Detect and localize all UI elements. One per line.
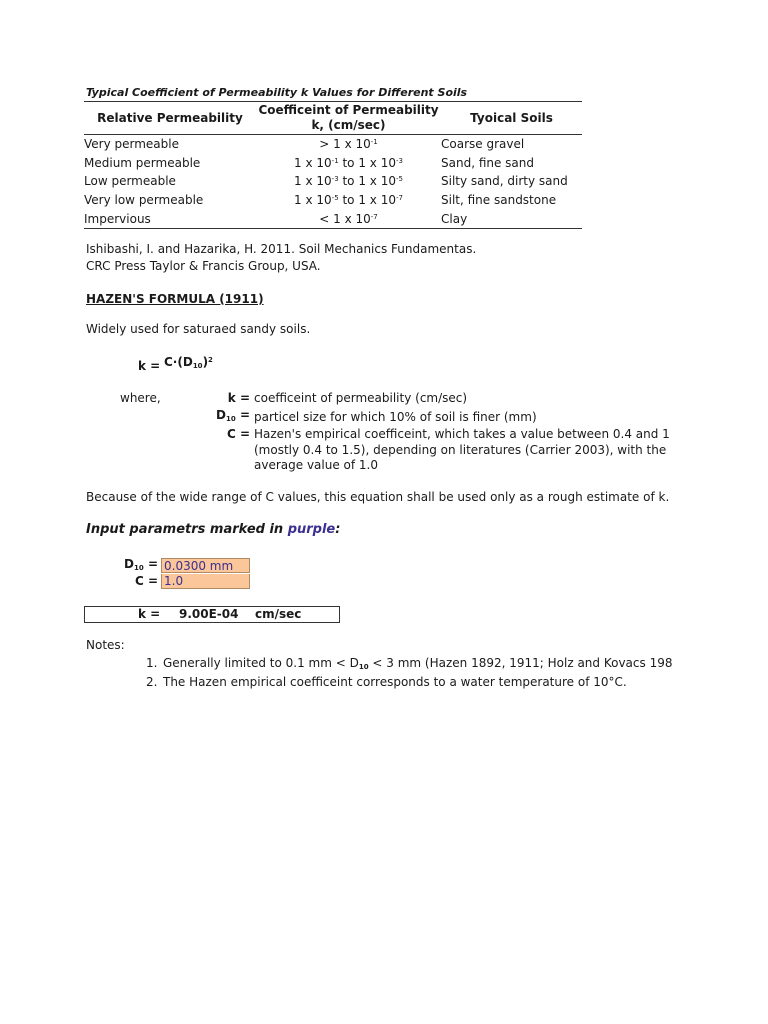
note-2-number: 2. xyxy=(146,675,158,689)
k-exp2: -7 xyxy=(395,194,403,203)
def-d10-sym: D xyxy=(216,408,227,422)
cell-relative-permeability: Medium permeable xyxy=(84,155,201,170)
k-exp: -5 xyxy=(331,194,339,203)
note-1-number: 1. xyxy=(146,656,158,670)
formula-sub: 10 xyxy=(192,362,203,370)
def-c-symbol: C = xyxy=(226,427,250,441)
reference-line-2: CRC Press Taylor & Francis Group, USA. xyxy=(86,259,321,273)
reference-line-1: Ishibashi, I. and Hazarika, H. 2011. Soil Mechanics Fundamentas. xyxy=(86,242,477,256)
def-d10-text: particel size for which 10% of soil is finer (mm) xyxy=(254,410,537,424)
cell-k-range xyxy=(256,191,441,210)
note-2-text: The Hazen empirical coefficeint corresponds to a water temperature of 10°C. xyxy=(163,675,627,689)
cell-typical-soil: Silt, fine sandstone xyxy=(441,193,557,208)
result-k-label: k = xyxy=(138,607,161,621)
input-d10-sym: D xyxy=(124,557,135,571)
k-exp: -1 xyxy=(370,138,378,147)
where-label: where, xyxy=(120,391,161,405)
def-k-symbol: k = xyxy=(227,391,250,405)
c-input[interactable]: 1.0 xyxy=(161,574,250,589)
note-1-text xyxy=(163,656,672,670)
header-typical-soils: Tyoical Soils xyxy=(441,102,582,135)
cell-relative-permeability: Very permeable xyxy=(84,137,179,152)
k-pre: 1 x 10 xyxy=(294,155,332,170)
k-pre2: 1 x 10 xyxy=(358,174,396,189)
k-pre: > 1 x 10 xyxy=(319,137,371,152)
input-d10-label xyxy=(98,557,158,571)
table-header-row xyxy=(84,102,582,135)
table-title: Typical Coefficient of Permeability k Values for Different Soils xyxy=(86,86,468,99)
caveat-text: Because of the wide range of C values, this equation shall be used only as a rough estimate of k. xyxy=(86,490,670,504)
input-label-pre: Input parametrs marked in xyxy=(86,522,288,537)
formula-exp: 2 xyxy=(208,356,213,364)
table-row xyxy=(84,209,582,228)
input-instructions xyxy=(86,522,340,537)
note-1-sub: 10 xyxy=(358,663,369,671)
k-mid: to xyxy=(338,193,359,208)
input-c-label: C = xyxy=(134,574,158,588)
cell-relative-permeability: Very low permeable xyxy=(84,193,204,208)
cell-k-range xyxy=(256,154,441,173)
cell-typical-soil: Sand, fine sand xyxy=(441,155,535,170)
formula-lhs: k = xyxy=(138,359,161,373)
note-1-pre: Generally limited to 0.1 mm < D xyxy=(163,656,359,670)
k-exp: -3 xyxy=(331,175,339,184)
def-k-text: coefficeint of permeability (cm/sec) xyxy=(254,391,468,405)
result-unit: cm/sec xyxy=(255,607,302,621)
cell-k-range xyxy=(256,135,441,154)
k-exp2: -3 xyxy=(395,156,403,165)
k-exp: -7 xyxy=(370,212,378,221)
cell-typical-soil: Silty sand, dirty sand xyxy=(441,174,568,189)
cell-typical-soil: Clay xyxy=(441,209,582,228)
hazen-heading: HAZEN'S FORMULA (1911) xyxy=(86,292,264,306)
cell-k-range xyxy=(256,209,441,228)
input-label-post: : xyxy=(335,522,341,537)
notes-heading: Notes: xyxy=(86,638,125,652)
k-pre2: 1 x 10 xyxy=(358,155,396,170)
d10-input[interactable]: 0.0300 mm xyxy=(161,558,250,573)
def-c-text-2: (mostly 0.4 to 1.5), depending on literatures (Carrier 2003), with the xyxy=(254,443,667,457)
k-pre2: 1 x 10 xyxy=(358,193,396,208)
input-d10-sub: 10 xyxy=(134,564,144,572)
def-c-text-1: Hazen's empirical coefficeint, which takes a value between 0.4 and 1 xyxy=(254,427,670,441)
header-coefficient-line2: k, (cm/sec) xyxy=(311,118,386,132)
table-row xyxy=(84,154,582,173)
k-mid: to xyxy=(338,155,359,170)
result-box xyxy=(84,606,340,623)
def-d10-sub: 10 xyxy=(226,415,236,423)
k-exp: -1 xyxy=(331,156,339,165)
k-pre: < 1 x 10 xyxy=(319,211,371,226)
permeability-table xyxy=(84,101,582,229)
table-row xyxy=(84,191,582,210)
hazen-intro: Widely used for saturaed sandy soils. xyxy=(86,322,311,336)
note-1-post: < 3 mm (Hazen 1892, 1911; Holz and Kovacs 198 xyxy=(368,656,673,670)
header-relative-permeability: Relative Permeability xyxy=(84,102,256,135)
table-row xyxy=(84,172,582,191)
cell-k-range xyxy=(256,172,441,191)
header-coefficient xyxy=(256,102,441,135)
formula-rhs xyxy=(164,355,213,369)
cell-typical-soil: Coarse gravel xyxy=(441,137,525,152)
formula-c: C·(D xyxy=(164,355,193,369)
def-d10-eq: = xyxy=(235,408,250,422)
result-k-value: 9.00E-04 xyxy=(179,607,239,621)
def-d10-symbol xyxy=(190,408,250,422)
k-mid: to xyxy=(338,174,359,189)
cell-relative-permeability: Impervious xyxy=(84,209,256,228)
header-coefficient-line1: Coefficeint of Permeability xyxy=(258,103,439,117)
cell-relative-permeability: Low permeable xyxy=(84,174,176,189)
k-pre: 1 x 10 xyxy=(294,174,332,189)
k-exp2: -5 xyxy=(395,175,403,184)
def-c-text-3: average value of 1.0 xyxy=(254,458,378,472)
table-row xyxy=(84,135,582,154)
formula-close: ) xyxy=(202,355,209,369)
input-label-purple: purple xyxy=(287,522,336,537)
input-d10-eq: = xyxy=(143,557,158,571)
k-pre: 1 x 10 xyxy=(294,193,332,208)
